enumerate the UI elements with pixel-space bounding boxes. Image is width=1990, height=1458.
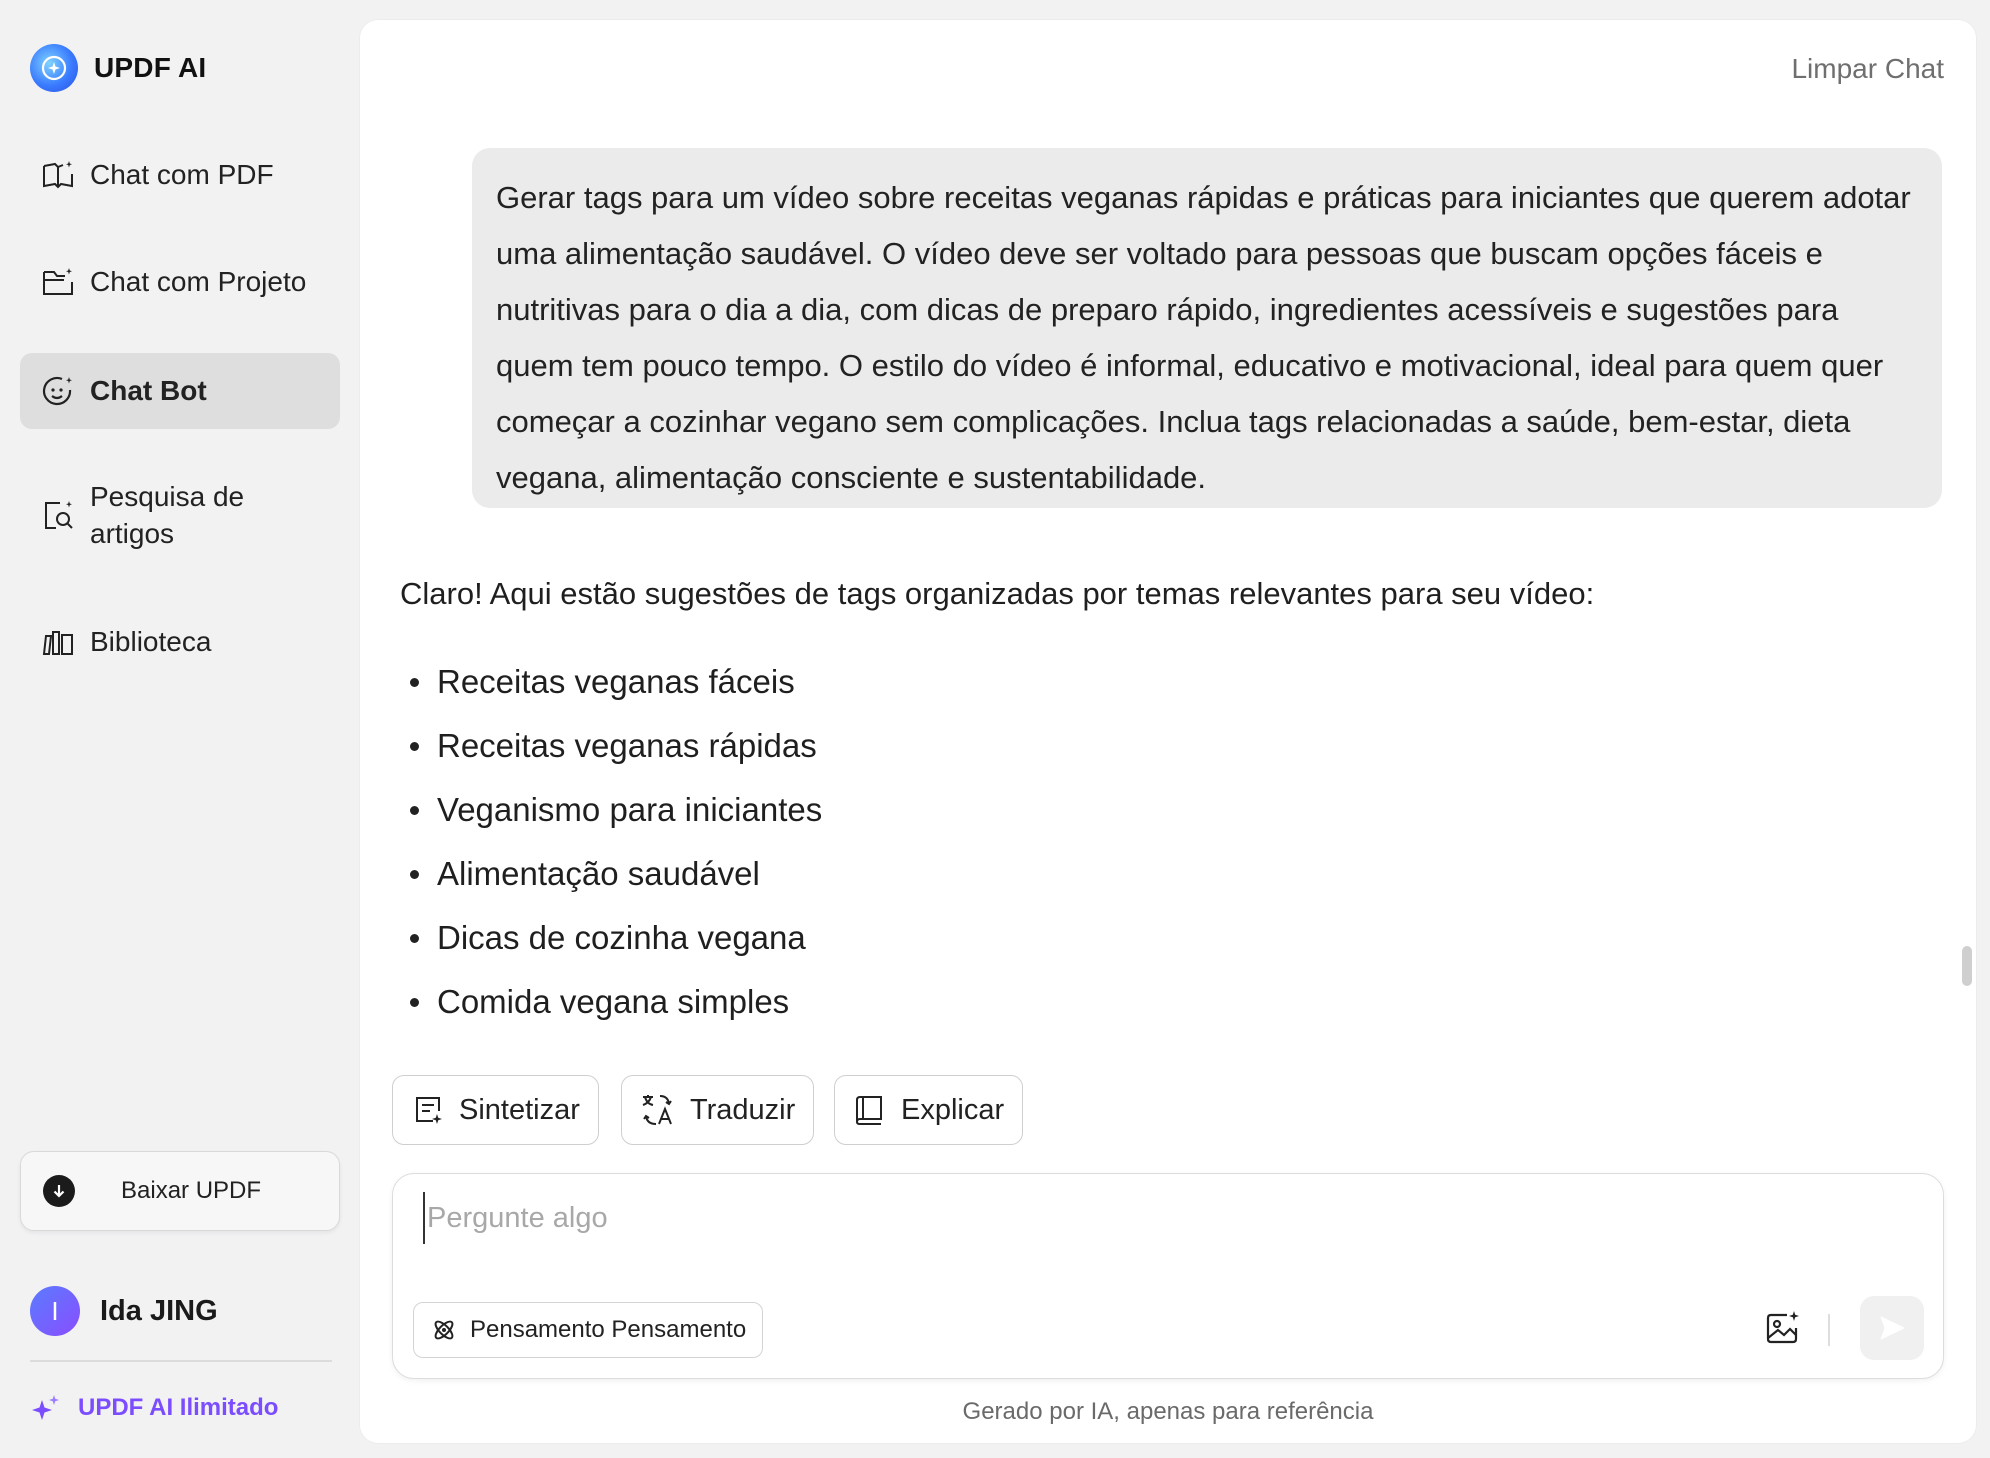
list-item	[400, 714, 822, 778]
sidebar-item-chat-project[interactable]	[20, 252, 340, 312]
tag-text: Veganismo para iniciantes	[437, 791, 823, 828]
thinking-mode-button[interactable]	[413, 1302, 763, 1358]
bot-face-icon	[40, 373, 76, 409]
image-sparkle-icon	[1763, 1308, 1803, 1348]
assistant-reply-intro: Claro! Aqui estão sugestões de tags organizadas por temas relevantes para seu vídeo:	[400, 576, 1595, 611]
bullet	[410, 678, 419, 687]
sidebar-divider	[30, 1360, 332, 1362]
list-item	[400, 970, 822, 1034]
brand[interactable]	[30, 44, 206, 92]
summarize-icon	[411, 1093, 445, 1127]
download-updf-button[interactable]	[20, 1151, 340, 1231]
user-name: Ida JING	[100, 1294, 218, 1327]
clear-chat-button[interactable]: Limpar Chat	[1791, 53, 1944, 84]
bullet	[410, 870, 419, 879]
sidebar-item-article-search[interactable]	[20, 475, 340, 555]
send-icon	[1877, 1313, 1907, 1343]
chat-input[interactable]	[423, 1192, 1727, 1244]
tag-text: Receitas veganas rápidas	[437, 727, 817, 764]
tag-text: Alimentação saudável	[437, 855, 760, 892]
chat-input-box	[392, 1173, 1944, 1379]
toolbar-separator	[1828, 1314, 1830, 1346]
user-profile[interactable]	[30, 1286, 218, 1336]
translate-label: Traduzir	[690, 1093, 796, 1126]
list-item	[400, 842, 822, 906]
sidebar-item-label: Chat com PDF	[90, 159, 274, 190]
tag-text: Receitas veganas fáceis	[437, 663, 795, 700]
summarize-button[interactable]	[392, 1075, 599, 1145]
download-icon	[43, 1175, 75, 1207]
book-icon	[853, 1093, 887, 1127]
send-button[interactable]	[1860, 1296, 1924, 1360]
sidebar-item-chat-pdf[interactable]	[20, 145, 340, 205]
tag-text: Comida vegana simples	[437, 983, 790, 1020]
book-sparkle-icon	[40, 157, 76, 193]
explain-button[interactable]	[834, 1075, 1023, 1145]
sidebar-item-label: Chat Bot	[90, 375, 207, 406]
library-icon	[40, 624, 76, 660]
bullet	[410, 934, 419, 943]
summarize-label: Sintetizar	[459, 1093, 580, 1126]
tag-list	[400, 650, 822, 1034]
upgrade-label: UPDF AI Ilimitado	[78, 1394, 279, 1421]
user-message-bubble: Gerar tags para um vídeo sobre receitas veganas rápidas e práticas para iniciantes que querem adotar uma alimentação saudável. O vídeo deve ser voltado para pessoas que buscam opções fáceis e nutritivas para o dia a dia, com dicas de preparo rápido, ingredientes acessíveis e sugestões para quem tem pouco tempo. O estilo do vídeo é informal, educativo e motivacional, ideal para quem quer começar a cozinhar vegano sem complicações. Inclua tags relacionadas a saúde, bem-estar, dieta vegana, alimentação consciente e sustentabilidade.	[472, 148, 1942, 508]
sidebar	[0, 0, 355, 1458]
brand-title: UPDF AI	[94, 52, 207, 83]
updf-ai-logo-icon	[30, 44, 78, 92]
upload-image-button[interactable]	[1763, 1308, 1803, 1353]
thinking-mode-label: Pensamento Pensamento	[470, 1316, 747, 1343]
avatar: I	[30, 1286, 80, 1336]
explain-label: Explicar	[901, 1093, 1005, 1126]
download-label: Baixar UPDF	[121, 1177, 262, 1204]
scrollbar-thumb[interactable]	[1962, 946, 1972, 986]
ai-disclaimer: Gerado por IA, apenas para referência	[962, 1398, 1374, 1425]
bullet	[410, 998, 419, 1007]
translate-button[interactable]	[621, 1075, 814, 1145]
sidebar-item-label: Chat com Projeto	[90, 266, 307, 297]
sidebar-item-library[interactable]	[20, 612, 340, 672]
translate-icon	[640, 1092, 676, 1128]
tag-text: Dicas de cozinha vegana	[437, 919, 806, 956]
atom-icon	[430, 1316, 458, 1344]
sidebar-item-chat-bot[interactable]	[20, 353, 340, 429]
folder-sparkle-icon	[40, 264, 76, 300]
chat-panel	[360, 20, 1976, 1443]
list-item	[400, 906, 822, 970]
sidebar-item-label: Biblioteca	[90, 626, 212, 657]
bullet	[410, 806, 419, 815]
upgrade-link[interactable]	[30, 1392, 278, 1424]
list-item	[400, 778, 822, 842]
bullet	[410, 742, 419, 751]
doc-search-icon	[40, 497, 76, 533]
sidebar-item-label: Pesquisa de artigos	[90, 481, 245, 549]
list-item	[400, 650, 822, 714]
sparkle-icon	[30, 1392, 62, 1424]
